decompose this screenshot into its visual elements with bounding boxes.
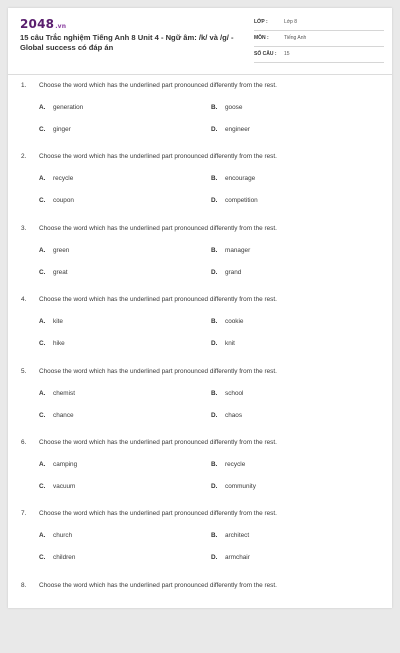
question-text: Choose the word which has the underlined part pronounced differently from the rest. bbox=[39, 510, 277, 518]
option-letter: A. bbox=[39, 104, 46, 111]
option-c[interactable] bbox=[39, 340, 65, 347]
option-letter: A. bbox=[39, 532, 46, 540]
option-c[interactable] bbox=[39, 483, 75, 490]
meta-label: LỚP : bbox=[254, 19, 268, 25]
option-a[interactable] bbox=[39, 390, 75, 397]
meta-value: 15 bbox=[284, 51, 290, 57]
meta-row-subject bbox=[254, 33, 384, 47]
option-d[interactable] bbox=[211, 412, 242, 419]
question-number: 1. bbox=[21, 82, 27, 89]
question-number: 3. bbox=[21, 224, 27, 232]
option-text: recycle bbox=[225, 460, 246, 468]
option-letter: A. bbox=[39, 318, 46, 326]
question-item bbox=[8, 153, 392, 224]
meta-label: SỐ CÂU : bbox=[254, 51, 277, 57]
option-b[interactable] bbox=[211, 247, 250, 254]
option-letter: B. bbox=[211, 460, 218, 468]
option-letter: C. bbox=[39, 411, 46, 419]
option-c[interactable] bbox=[39, 554, 75, 561]
worksheet-header bbox=[8, 8, 392, 70]
option-text: chance bbox=[53, 411, 74, 419]
option-d[interactable] bbox=[211, 269, 241, 276]
option-letter: D. bbox=[211, 554, 218, 562]
site-logo[interactable] bbox=[20, 17, 66, 31]
option-text: encourage bbox=[225, 175, 256, 183]
option-text: community bbox=[225, 482, 256, 490]
question-text: Choose the word which has the underlined part pronounced differently from the rest. bbox=[39, 367, 277, 375]
option-text: armchair bbox=[225, 554, 250, 562]
meta-value: Tiếng Anh bbox=[284, 35, 307, 41]
option-letter: D. bbox=[211, 197, 218, 205]
option-letter: C. bbox=[39, 197, 46, 205]
option-c[interactable] bbox=[39, 126, 71, 133]
option-letter: B. bbox=[211, 532, 218, 540]
option-letter: D. bbox=[211, 482, 218, 490]
option-text: chaos bbox=[225, 411, 243, 419]
option-c[interactable] bbox=[39, 269, 68, 276]
option-letter: D. bbox=[211, 411, 218, 419]
worksheet-page bbox=[8, 8, 392, 608]
option-a[interactable] bbox=[39, 532, 72, 539]
question-text: Choose the word which has the underlined part pronounced differently from the rest. bbox=[39, 224, 277, 232]
question-item bbox=[8, 82, 392, 153]
option-letter: C. bbox=[39, 126, 46, 133]
option-d[interactable] bbox=[211, 554, 250, 561]
option-text: kite bbox=[53, 318, 63, 326]
option-a[interactable] bbox=[39, 247, 69, 254]
option-text: hike bbox=[53, 340, 65, 348]
question-item bbox=[8, 582, 392, 653]
option-letter: C. bbox=[39, 268, 46, 276]
meta-value: Lớp 8 bbox=[284, 19, 298, 25]
option-text: children bbox=[53, 554, 76, 562]
question-number: 4. bbox=[21, 296, 27, 304]
question-number: 6. bbox=[21, 438, 27, 446]
question-item bbox=[8, 439, 392, 510]
question-text: Choose the word which has the underlined part pronounced differently from the rest. bbox=[39, 581, 277, 589]
question-text: Choose the word which has the underlined part pronounced differently from the rest. bbox=[39, 82, 277, 89]
question-text: Choose the word which has the underlined part pronounced differently from the rest. bbox=[39, 438, 277, 446]
option-text: architect bbox=[225, 532, 250, 540]
meta-label: MÔN : bbox=[254, 35, 269, 41]
meta-panel bbox=[254, 17, 384, 65]
question-text: Choose the word which has the underlined part pronounced differently from the rest. bbox=[39, 153, 277, 161]
option-b[interactable] bbox=[211, 318, 243, 325]
option-text: cookie bbox=[225, 318, 244, 326]
option-letter: A. bbox=[39, 389, 46, 397]
option-d[interactable] bbox=[211, 126, 250, 133]
meta-row-count bbox=[254, 49, 384, 63]
document-title: 15 câu Trắc nghiệm Tiếng Anh 8 Unit 4 - Ngữ âm: /k/ và /g/ - Global success có đáp án bbox=[20, 33, 234, 52]
option-text: coupon bbox=[53, 197, 74, 205]
question-list bbox=[8, 82, 392, 653]
header-divider bbox=[8, 74, 392, 75]
option-letter: B. bbox=[211, 389, 218, 397]
option-a[interactable] bbox=[39, 104, 83, 111]
option-text: recycle bbox=[53, 175, 74, 183]
option-text: church bbox=[53, 532, 73, 540]
question-number: 5. bbox=[21, 367, 27, 375]
option-d[interactable] bbox=[211, 340, 235, 347]
option-letter: B. bbox=[211, 175, 218, 183]
option-letter: A. bbox=[39, 246, 46, 254]
question-item bbox=[8, 296, 392, 367]
option-letter: A. bbox=[39, 460, 46, 468]
option-letter: D. bbox=[211, 268, 218, 276]
option-letter: B. bbox=[211, 318, 218, 326]
logo-suffix: .vn bbox=[55, 23, 67, 30]
option-letter: A. bbox=[39, 175, 46, 183]
option-text: chemist bbox=[53, 389, 76, 397]
option-letter: D. bbox=[211, 340, 218, 348]
option-text: camping bbox=[53, 460, 78, 468]
option-c[interactable] bbox=[39, 412, 74, 419]
option-text: engineer bbox=[225, 126, 250, 133]
option-text: vacuum bbox=[53, 482, 76, 490]
option-text: great bbox=[53, 268, 68, 276]
logo-main: 2048 bbox=[20, 17, 55, 31]
meta-row-class bbox=[254, 17, 384, 31]
question-item bbox=[8, 510, 392, 581]
option-d[interactable] bbox=[211, 483, 256, 490]
option-letter: D. bbox=[211, 126, 218, 133]
option-text: generation bbox=[53, 104, 84, 111]
option-text: competition bbox=[225, 197, 258, 205]
option-b[interactable] bbox=[211, 175, 255, 182]
option-text: grand bbox=[225, 268, 242, 276]
option-b[interactable] bbox=[211, 532, 249, 539]
option-text: green bbox=[53, 246, 70, 254]
option-a[interactable] bbox=[39, 461, 77, 468]
question-item bbox=[8, 225, 392, 296]
question-number: 2. bbox=[21, 153, 27, 161]
option-text: ginger bbox=[53, 126, 71, 133]
option-d[interactable] bbox=[211, 197, 258, 204]
option-text: knit bbox=[225, 340, 235, 348]
option-letter: C. bbox=[39, 340, 46, 348]
option-b[interactable] bbox=[211, 104, 242, 111]
question-number: 8. bbox=[21, 581, 27, 589]
option-text: goose bbox=[225, 104, 243, 111]
option-a[interactable] bbox=[39, 318, 63, 325]
option-letter: B. bbox=[211, 246, 218, 254]
option-text: school bbox=[225, 389, 244, 397]
option-b[interactable] bbox=[211, 390, 243, 397]
question-number: 7. bbox=[21, 510, 27, 518]
question-text: Choose the word which has the underlined part pronounced differently from the rest. bbox=[39, 296, 277, 304]
option-letter: C. bbox=[39, 482, 46, 490]
option-c[interactable] bbox=[39, 197, 74, 204]
option-letter: C. bbox=[39, 554, 46, 562]
option-a[interactable] bbox=[39, 175, 73, 182]
option-letter: B. bbox=[211, 104, 218, 111]
option-b[interactable] bbox=[211, 461, 245, 468]
question-item bbox=[8, 368, 392, 439]
option-text: manager bbox=[225, 246, 251, 254]
